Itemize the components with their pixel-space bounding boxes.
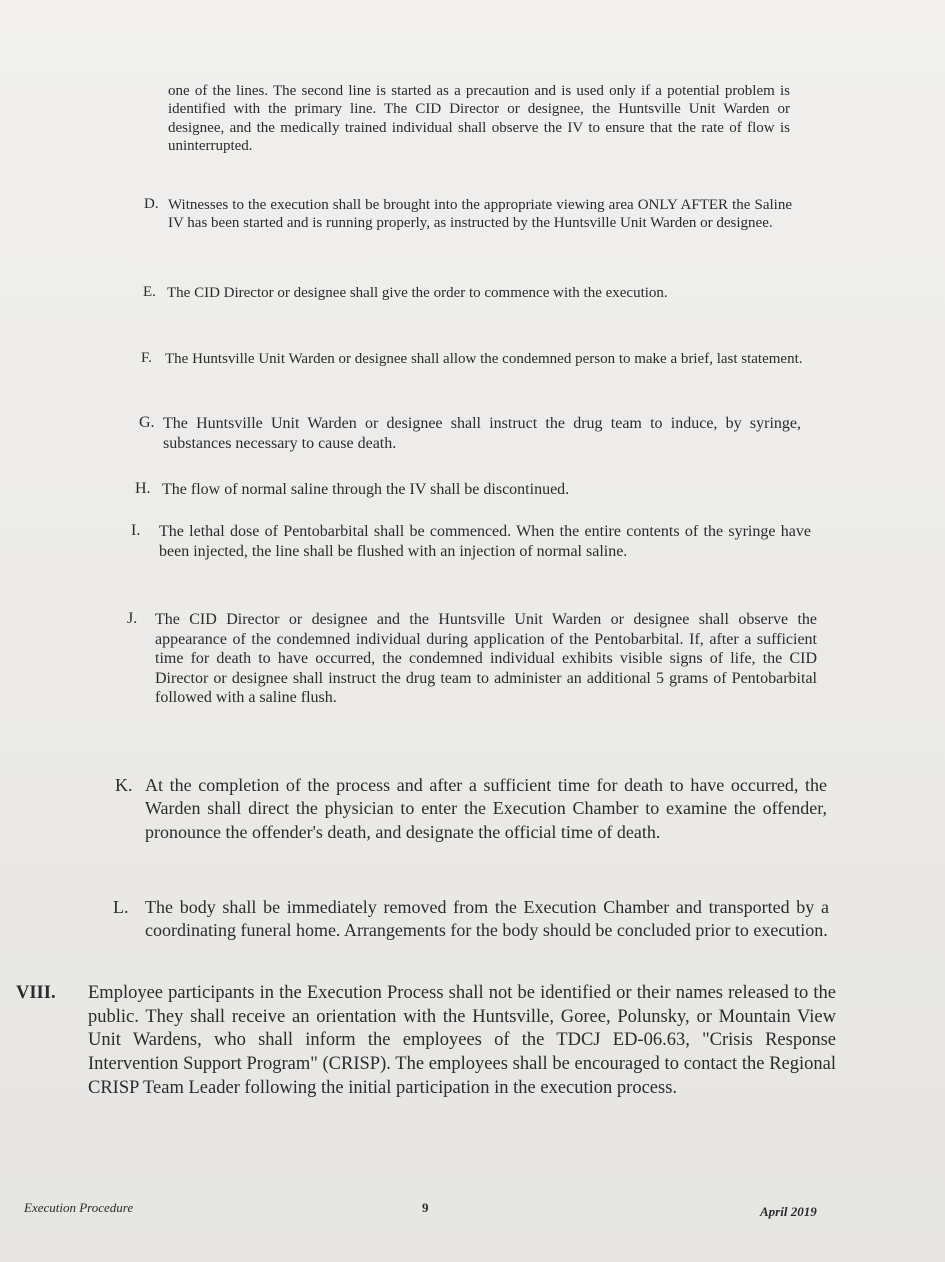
- item-text-i: The lethal dose of Pentobarbital shall be commenced. When the entire contents of the syringe have been injected, the line shall be flushed with an injection of normal saline.: [159, 523, 811, 560]
- item-label-e: E.: [143, 284, 156, 300]
- item-text-e: The CID Director or designee shall give the order to commence with the execution.: [167, 285, 668, 301]
- item-text-k: At the completion of the process and after a sufficient time for death to have occurred, the Warden shall direct the physician to enter the Execution Chamber to examine the offender, pronounce the offender's death, and designate the official time of death.: [145, 775, 827, 842]
- item-label-d: D.: [144, 196, 159, 212]
- section-text-viii: Employee participants in the Execution Process shall not be identified or their names released to the public. They shall receive an orientation with the Huntsville, Goree, Polunsky, or Mountain View Unit Wardens, who shall inform the employees of the TDCJ ED-06.63, "Crisis Response Intervention Support Program" (CRISP). The employees shall be encouraged to contact the Regional CRISP Team Leader following the initial participation in the execution process.: [88, 983, 836, 1098]
- footer-date: April 2019: [760, 1204, 817, 1219]
- item-label-h: H.: [135, 480, 151, 497]
- item-label-f: F.: [141, 350, 152, 366]
- item-label-g: G.: [139, 414, 155, 431]
- item-text-j: The CID Director or designee and the Huntsville Unit Warden or designee shall observe the appearance of the condemned individual during application of the Pentobarbital. If, after a sufficient time for death to have occurred, the condemned individual exhibits visible signs of life, the CID Director or designee shall instruct the drug team to administer an additional 5 grams of Pentobarbital followed with a saline flush.: [155, 611, 817, 707]
- item-text-h: The flow of normal saline through the IV shall be discontinued.: [162, 481, 570, 498]
- section-label-viii: VIII.: [16, 983, 56, 1003]
- footer-page-number: 9: [422, 1200, 429, 1215]
- item-text-d: Witnesses to the execution shall be brought into the appropriate viewing area ONLY AFTER the Saline IV has been started and is running properly, as instructed by the Huntsville Unit Warden or designee.: [168, 197, 792, 232]
- item-text-f: The Huntsville Unit Warden or designee shall allow the condemned person to make a brief, last statement.: [165, 351, 803, 367]
- footer-document-title: Execution Procedure: [24, 1200, 134, 1215]
- item-text-l: The body shall be immediately removed from the Execution Chamber and transported by a coordinating funeral home. Arrangements for the body should be concluded prior to execution.: [145, 897, 829, 941]
- item-label-i: I.: [131, 522, 141, 539]
- item-label-j: J.: [127, 610, 138, 627]
- item-label-k: K.: [115, 775, 133, 795]
- item-label-l: L.: [113, 897, 129, 917]
- item-text-g: The Huntsville Unit Warden or designee shall instruct the drug team to induce, by syringe, substances necessary to cause death.: [163, 415, 801, 452]
- continuation-paragraph: one of the lines. The second line is started as a precaution and is used only if a potential problem is identified with the primary line. The CID Director or designee, the Huntsville Unit Warden or designee, and the medically trained individual shall observe the IV to ensure that the rate of flow is uninterrupted.: [168, 83, 790, 154]
